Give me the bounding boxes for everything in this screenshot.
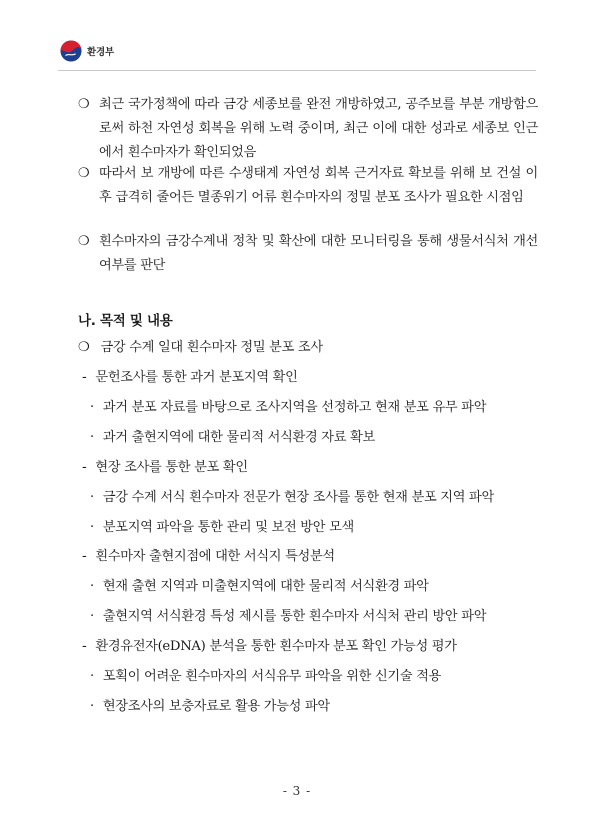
bullet-paragraph [78,230,538,278]
content-item [90,697,330,717]
item-mark: - [82,639,87,654]
ministry-name: 환경부 [87,47,114,58]
bullet-mark: ❍ [78,97,90,112]
item-text: 과거 출현지역에 대한 물리적 서식환경 자료 확보 [102,430,375,445]
bullet-text: 흰수마자의 금강수계내 정착 및 확산에 대한 모니터링을 통해 생물서식처 개선 여부를 판단 [99,234,538,273]
item-mark: · [90,699,94,714]
bullet-text: 최근 국가정책에 따라 금강 세종보를 완전 개방하였고, 공주보를 부분 개방함으로써 하천 자연성 회복을 위해 노력 중이며, 최근 이에 대한 성과로 세종보 인근에서 흰수마자가 확인되었음 [99,97,538,160]
item-text: 현장 조사를 통한 분포 확인 [95,460,248,475]
item-mark: ❍ [78,340,90,355]
bullet-mark: ❍ [78,234,90,249]
item-mark: · [90,430,94,445]
item-text: 현재 출현 지역과 미출현지역에 대한 물리적 서식환경 파악 [102,579,429,594]
content-item [82,368,298,388]
content-item [82,547,335,567]
item-mark: · [90,520,94,535]
bullet-text: 따라서 보 개방에 따른 수생태계 자연성 회복 근거자료 확보를 위해 보 건설 이후 급격히 줄어든 멸종위기 어류 흰수마자의 정밀 분포 조사가 필요한 시점임 [99,166,538,205]
page-number: - 3 - [282,784,312,798]
content-item [90,577,429,597]
item-mark: · [90,669,94,684]
item-mark: - [82,370,87,385]
content-item [90,518,354,538]
section-title: 나. 목적 및 내용 [78,313,173,329]
item-mark: · [90,400,94,415]
bullet-paragraph [78,93,538,165]
item-text: 흰수마자 출현지점에 대한 서식지 특성분석 [95,549,335,564]
bullet-mark: ❍ [78,166,90,181]
item-text: 현장조사의 보충자료로 활용 가능성 파악 [102,699,330,714]
item-text: 문헌조사를 통한 과거 분포지역 확인 [95,370,298,385]
content-item [90,607,486,627]
item-text: 분포지역 파악을 통한 관리 및 보전 방안 모색 [102,520,354,535]
item-mark: - [82,549,87,564]
content-item [82,458,248,478]
header-divider [58,70,536,71]
item-mark: - [82,460,87,475]
item-text: 출현지역 서식환경 특성 제시를 통한 흰수마자 서식처 관리 방안 파악 [102,609,487,624]
item-mark: · [90,609,94,624]
item-mark: · [90,490,94,505]
item-text: 포획이 어려운 흰수마자의 서식유무 파악을 위한 신기술 적용 [102,669,442,684]
item-mark: · [90,579,94,594]
content-item [90,667,441,687]
content-item [78,338,323,358]
content-item [82,637,457,657]
document-header [60,37,114,65]
ministry-logo-icon [60,40,82,62]
item-text: 과거 분포 자료를 바탕으로 조사지역을 선정하고 현재 분포 유무 파악 [102,400,487,415]
item-text: 환경유전자(eDNA) 분석을 통한 흰수마자 분포 확인 가능성 평가 [95,639,457,654]
item-text: 금강 수계 일대 흰수마자 정밀 분포 조사 [100,340,323,355]
content-item [90,398,486,418]
item-text: 금강 수계 서식 흰수마자 전문가 현장 조사를 통한 현재 분포 지역 파악 [102,490,494,505]
bullet-paragraph [78,162,538,210]
content-item [90,488,494,508]
content-item [90,428,375,448]
